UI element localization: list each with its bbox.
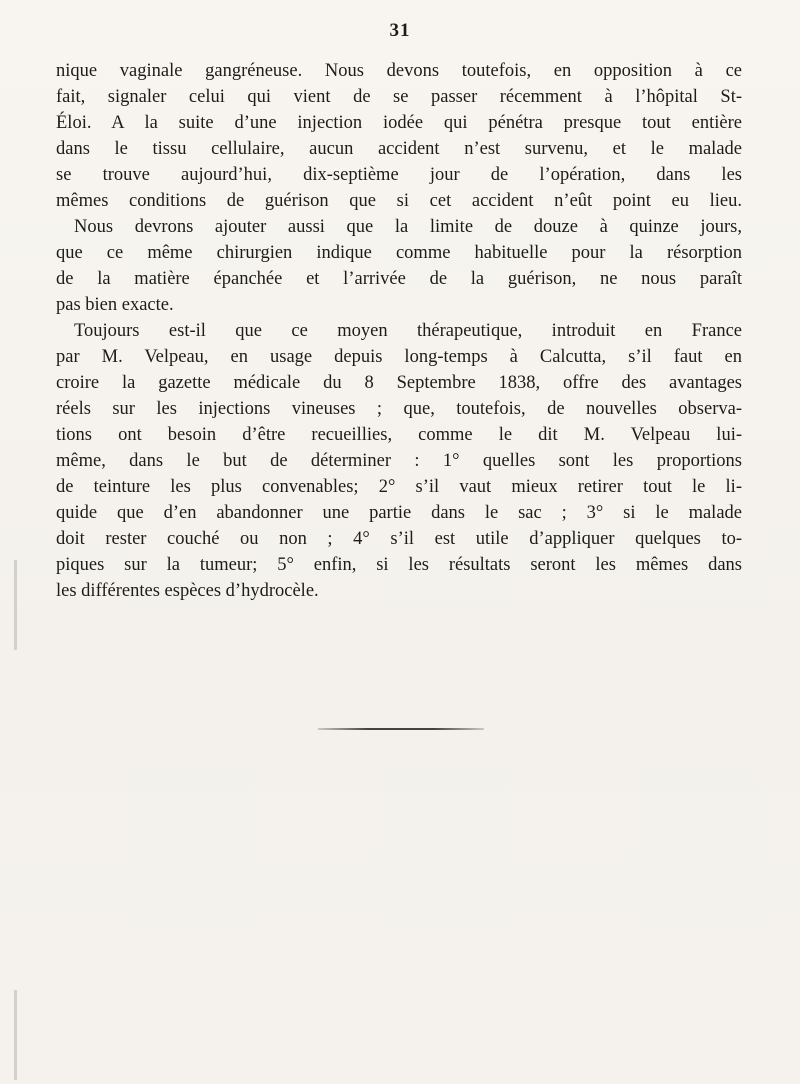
text-line: nique vaginale gangréneuse. Nous devons toutefois, en opposition à ce <box>56 61 742 81</box>
text-line: croire la gazette médicale du 8 Septembre 1838, offre des avantages <box>56 373 742 393</box>
page-number: 31 <box>389 20 411 41</box>
text-line: de la matière épanchée et l’arrivée de la guérison, ne nous paraît <box>56 269 742 289</box>
text-line: fait, signaler celui qui vient de se passer récemment à l’hôpital St- <box>56 87 742 107</box>
text-line: Nous devrons ajouter aussi que la limite de douze à quinze jours, <box>74 217 742 237</box>
text-line: pas bien exacte. <box>56 295 174 315</box>
text-line: quide que d’en abandonner une partie dans le sac ; 3° si le malade <box>56 503 742 523</box>
body-text <box>56 58 742 604</box>
text-line: réels sur les injections vineuses ; que, toutefois, de nouvelles observa- <box>56 399 742 419</box>
text-line: piques sur la tumeur; 5° enfin, si les résultats seront les mêmes dans <box>56 555 742 575</box>
text-line: doit rester couché ou non ; 4° s’il est utile d’appliquer quelques to- <box>56 529 742 549</box>
page-edge-shadow <box>14 560 17 650</box>
text-line: Toujours est-il que ce moyen thérapeutique, introduit en France <box>74 321 742 341</box>
text-line: dans le tissu cellulaire, aucun accident n’est survenu, et le malade <box>56 139 742 159</box>
text-line: par M. Velpeau, en usage depuis long-temps à Calcutta, s’il faut en <box>56 347 742 367</box>
text-line: se trouve aujourd’hui, dix-septième jour de l’opération, dans les <box>56 165 742 185</box>
section-divider <box>318 728 484 730</box>
text-line: tions ont besoin d’être recueillies, comme le dit M. Velpeau lui- <box>56 425 742 445</box>
text-line: les différentes espèces d’hydrocèle. <box>56 581 319 601</box>
text-line: de teinture les plus convenables; 2° s’il vaut mieux retirer tout le li- <box>56 477 742 497</box>
text-line: Éloi. A la suite d’une injection iodée qui pénétra presque tout entière <box>56 113 742 133</box>
text-line: que ce même chirurgien indique comme habituelle pour la résorption <box>56 243 742 263</box>
page-edge-shadow <box>14 990 17 1080</box>
text-line: même, dans le but de déterminer : 1° quelles sont les proportions <box>56 451 742 471</box>
text-line: mêmes conditions de guérison que si cet accident n’eût point eu lieu. <box>56 191 742 211</box>
